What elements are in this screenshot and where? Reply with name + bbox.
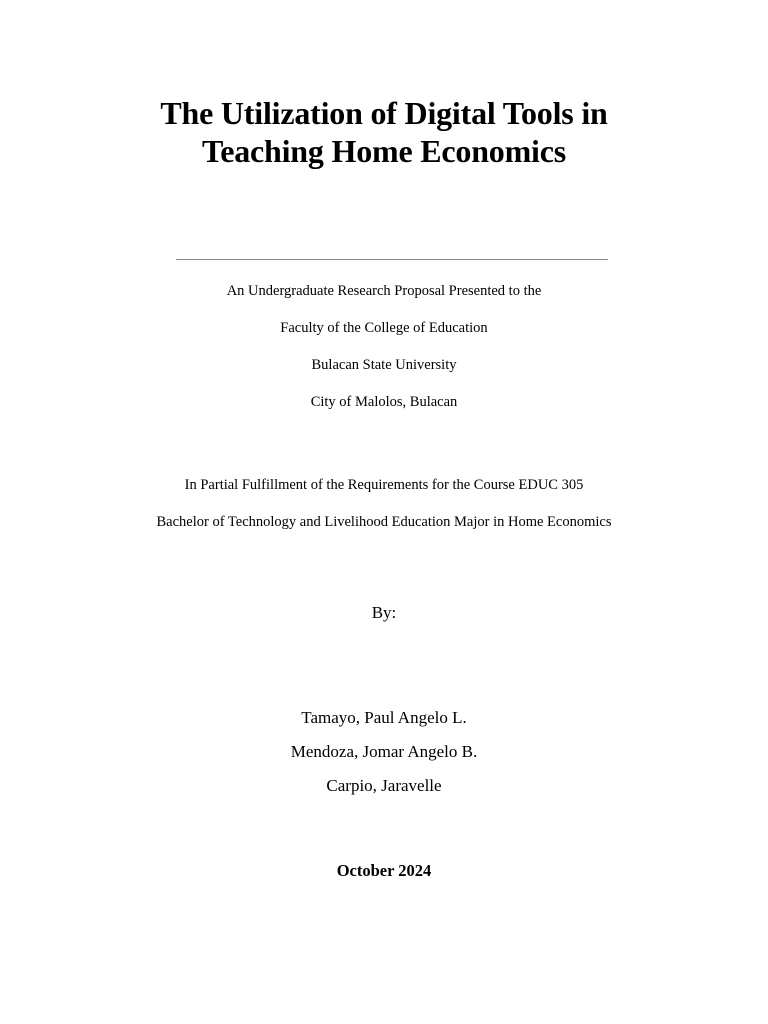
presentation-line-3: Bulacan State University — [311, 357, 457, 373]
presentation-line-1: An Undergraduate Research Proposal Presented to the — [226, 283, 542, 299]
document-title-line-2: Teaching Home Economics — [202, 133, 566, 169]
presentation-line-4: City of Malolos, Bulacan — [310, 394, 458, 410]
title-divider — [176, 259, 608, 260]
author-name: Tamayo, Paul Angelo L. — [301, 708, 467, 727]
by-label: By: — [371, 603, 397, 622]
author-name: Carpio, Jaravelle — [326, 776, 442, 795]
document-title-line-1: The Utilization of Digital Tools in — [160, 95, 608, 131]
submission-date: October 2024 — [336, 861, 432, 880]
fulfillment-line-1: In Partial Fulfillment of the Requirements for the Course EDUC 305 — [184, 477, 584, 493]
fulfillment-line-2: Bachelor of Technology and Livelihood Education Major in Home Economics — [156, 514, 612, 530]
presentation-line-2: Faculty of the College of Education — [280, 320, 488, 336]
author-name: Mendoza, Jomar Angelo B. — [290, 742, 478, 761]
